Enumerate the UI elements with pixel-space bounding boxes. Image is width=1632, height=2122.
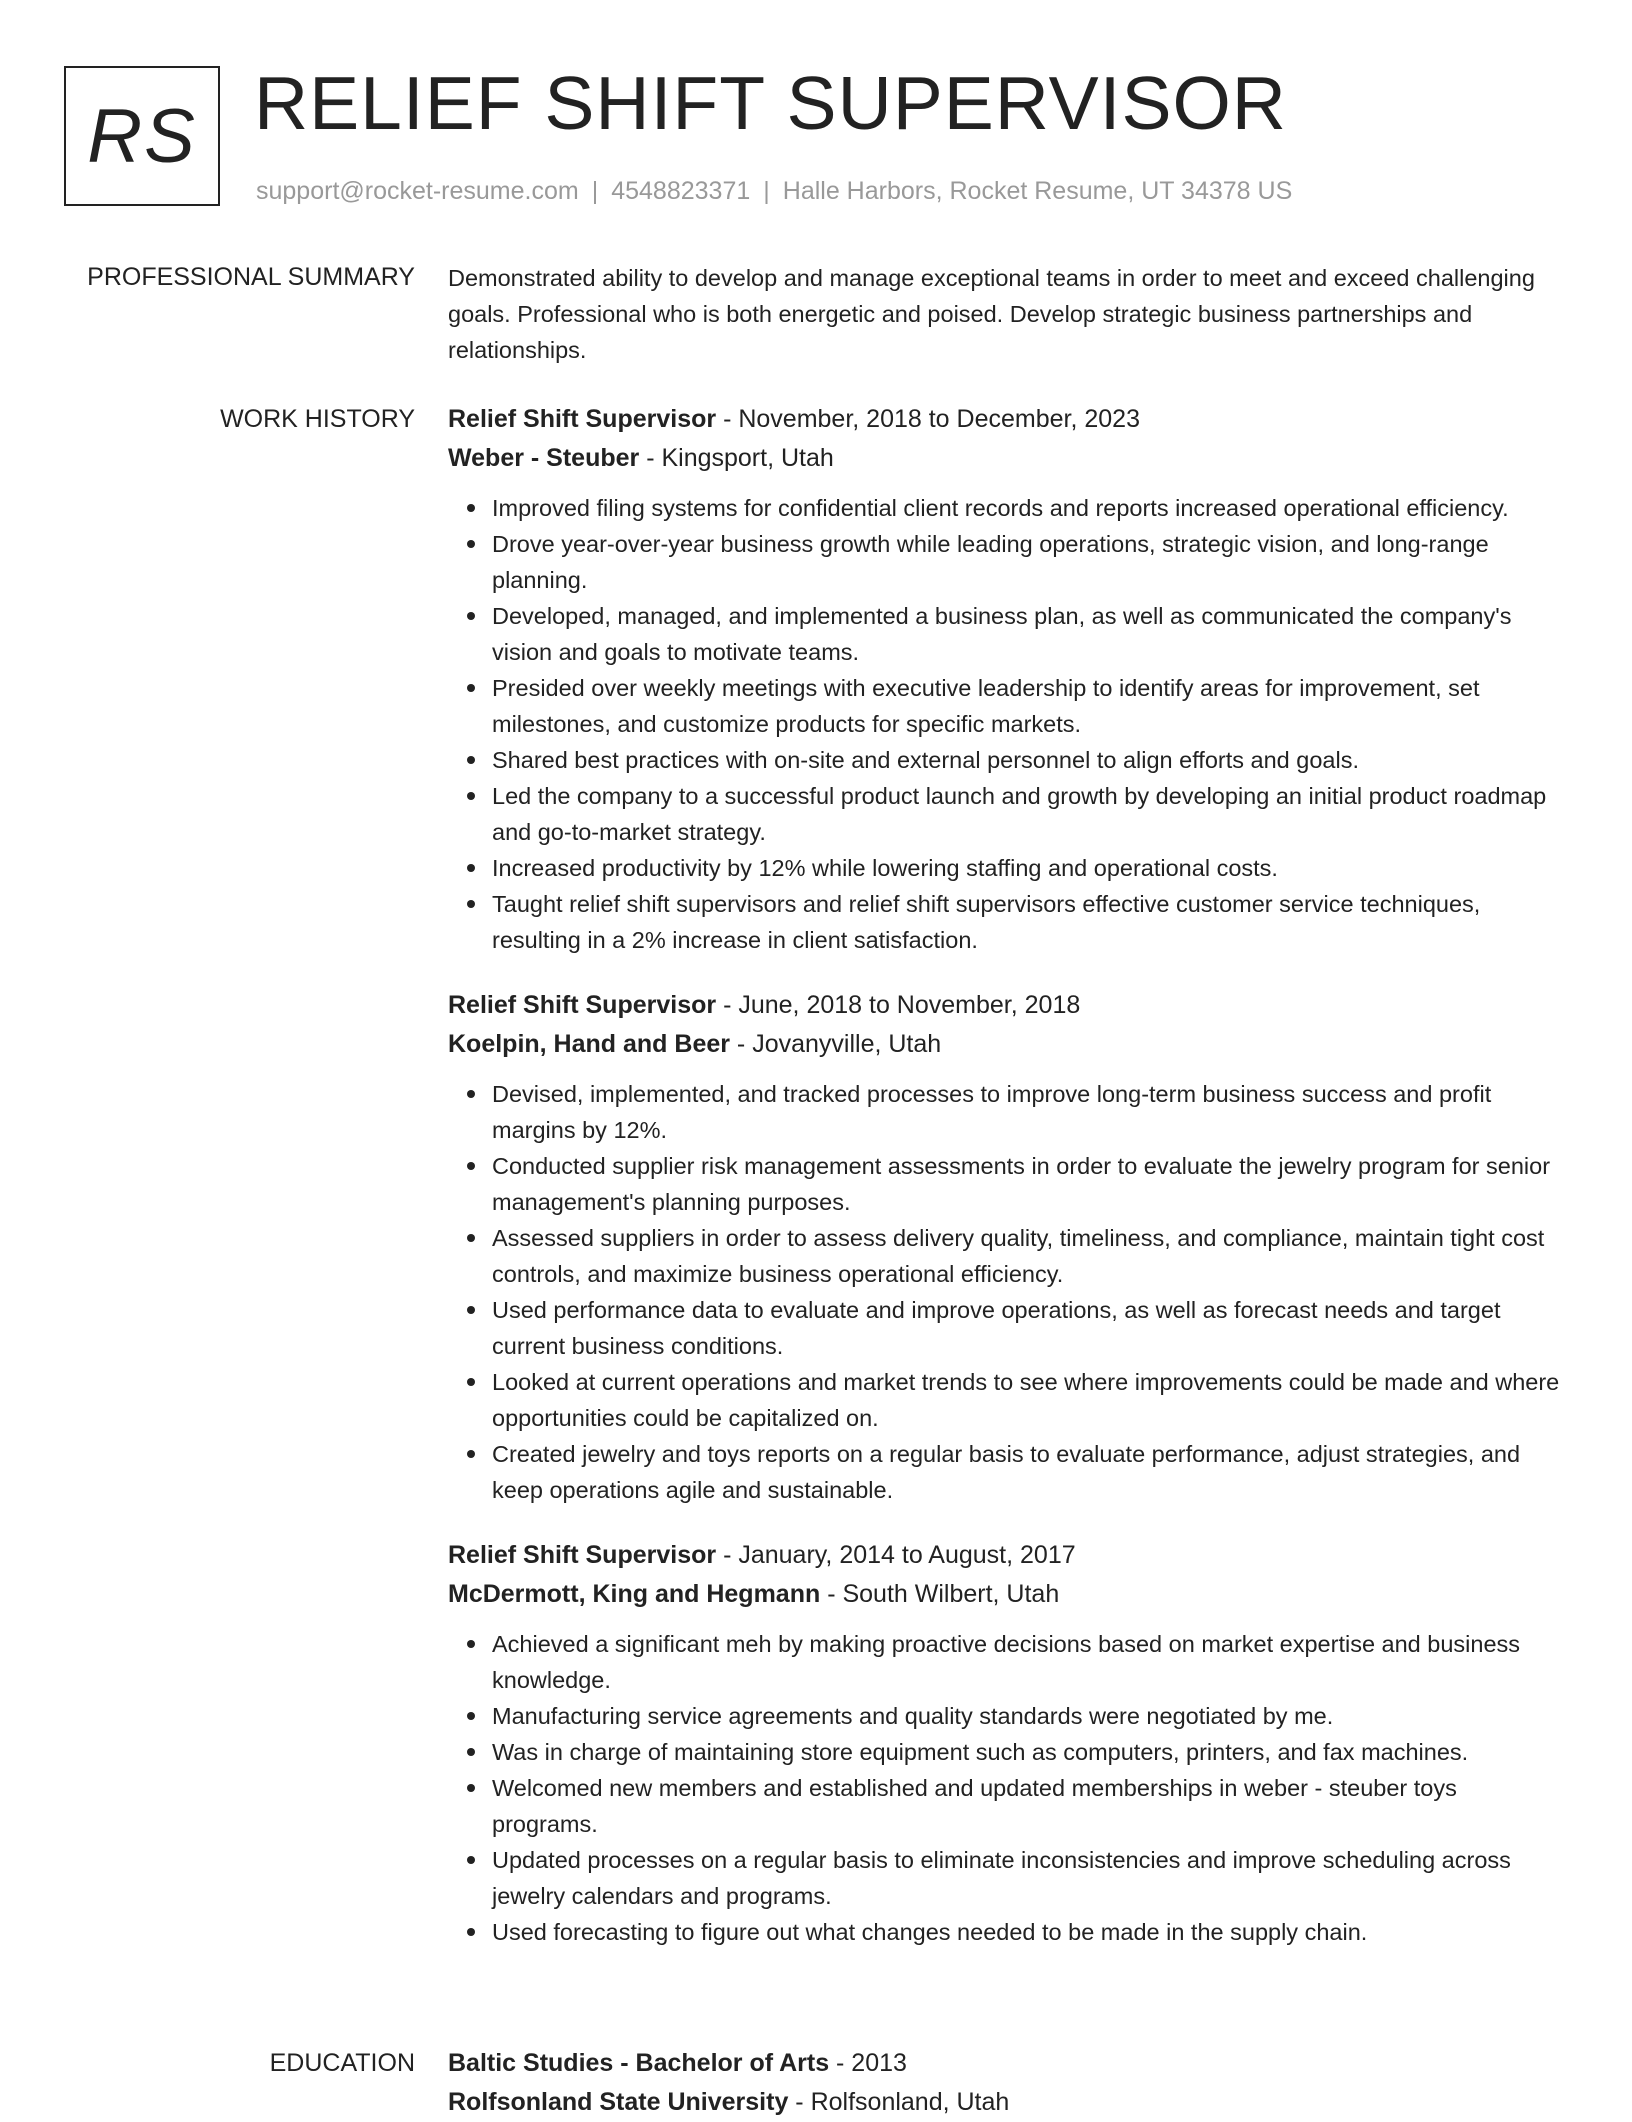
contact-phone[interactable]: 4548823371 [611, 177, 751, 205]
job-bullet: Drove year-over-year business growth while leading operations, strategic vision, and long-range planning. [492, 526, 1568, 598]
job-bullet: Achieved a significant meh by making proactive decisions based on market expertise and business knowledge. [492, 1626, 1568, 1698]
job-bullet: Used performance data to evaluate and improve operations, as well as forecast needs and target current business conditions. [492, 1292, 1568, 1364]
summary-text: Demonstrated ability to develop and manage exceptional teams in order to meet and exceed challenging goals. Professional who is both energetic and poised. Develop strategic business partnerships and relationships. [448, 265, 1535, 363]
job-bullet: Welcomed new members and established and updated memberships in weber - steuber toys programs. [492, 1770, 1568, 1842]
job-dates: - January, 2014 to August, 2017 [716, 1541, 1076, 1569]
education-school-line [448, 2083, 1568, 2122]
resume-title: RELIEF SHIFT SUPERVISOR [254, 61, 1287, 145]
contact-line [256, 174, 1292, 208]
job-company-line [448, 1025, 1568, 1064]
education-year: - 2013 [829, 2049, 907, 2077]
job-bullet: Presided over weekly meetings with executive leadership to identify areas for improvement, set milestones, and customize products for specific markets. [492, 670, 1568, 742]
summary-body [448, 260, 1568, 368]
job-title: Relief Shift Supervisor [448, 991, 717, 1019]
job-bullet: Looked at current operations and market trends to see where improvements could be made and where opportunities could be capitalized on. [492, 1364, 1568, 1436]
job-company-line [448, 439, 1568, 478]
job-bullet: Updated processes on a regular basis to eliminate inconsistencies and improve scheduling across jewelry calendars and programs. [492, 1842, 1568, 1914]
job-bullet: Improved filing systems for confidential client records and reports increased operational efficiency. [492, 490, 1568, 526]
contact-address: Halle Harbors, Rocket Resume, UT 34378 US [782, 177, 1293, 205]
job-bullet: Increased productivity by 12% while lowering staffing and operational costs. [492, 850, 1568, 886]
job-bullet: Led the company to a successful product launch and growth by developing an initial product roadmap and go-to-market strategy. [492, 778, 1568, 850]
monogram: RS [64, 66, 220, 206]
job-title-line [448, 400, 1568, 439]
work-history-body [448, 400, 1568, 1978]
job-entry [448, 986, 1568, 1508]
summary-heading: PROFESSIONAL SUMMARY [87, 263, 415, 291]
job-bullet: Created jewelry and toys reports on a regular basis to evaluate performance, adjust strategies, and keep operations agile and sustainable. [492, 1436, 1568, 1508]
job-bullet: Shared best practices with on-site and external personnel to align efforts and goals. [492, 742, 1568, 778]
job-title: Relief Shift Supervisor [448, 405, 717, 433]
job-bullets [448, 1626, 1568, 1950]
job-bullets [448, 490, 1568, 958]
job-dates: - November, 2018 to December, 2023 [716, 405, 1140, 433]
job-bullet: Conducted supplier risk management assessments in order to evaluate the jewelry program for senior management's planning purposes. [492, 1148, 1568, 1220]
job-bullet: Assessed suppliers in order to assess delivery quality, timeliness, and compliance, maintain tight cost controls, and maximize business operational efficiency. [492, 1220, 1568, 1292]
job-title-line [448, 1536, 1568, 1575]
contact-separator: | [763, 177, 770, 205]
job-location: - Jovanyville, Utah [729, 1030, 942, 1058]
education-body [448, 2044, 1568, 2122]
education-degree: Baltic Studies - Bachelor of Arts [448, 2049, 830, 2077]
education-school: Rolfsonland State University [448, 2088, 789, 2116]
job-bullet: Taught relief shift supervisors and relief shift supervisors effective customer service techniques, resulting in a 2% increase in client satisfaction. [492, 886, 1568, 958]
work-history-heading: WORK HISTORY [220, 405, 415, 433]
job-entry [448, 1536, 1568, 1950]
job-bullet: Used forecasting to figure out what changes needed to be made in the supply chain. [492, 1914, 1568, 1950]
job-company: Weber - Steuber [448, 444, 640, 472]
job-location: - South Wilbert, Utah [820, 1580, 1060, 1608]
job-bullet: Developed, managed, and implemented a business plan, as well as communicated the company's vision and goals to motivate teams. [492, 598, 1568, 670]
job-title-line [448, 986, 1568, 1025]
job-location: - Kingsport, Utah [639, 444, 834, 472]
job-bullet: Was in charge of maintaining store equipment such as computers, printers, and fax machines. [492, 1734, 1568, 1770]
contact-email[interactable]: support@rocket-resume.com [256, 177, 579, 205]
job-company-line [448, 1575, 1568, 1614]
education-location: - Rolfsonland, Utah [788, 2088, 1010, 2116]
education-heading: EDUCATION [269, 2049, 415, 2077]
job-title: Relief Shift Supervisor [448, 1541, 717, 1569]
job-company: Koelpin, Hand and Beer [448, 1030, 730, 1058]
job-company: McDermott, King and Hegmann [448, 1580, 821, 1608]
job-bullet: Manufacturing service agreements and quality standards were negotiated by me. [492, 1698, 1568, 1734]
job-bullet: Devised, implemented, and tracked processes to improve long-term business success and profit margins by 12%. [492, 1076, 1568, 1148]
job-dates: - June, 2018 to November, 2018 [716, 991, 1081, 1019]
job-bullets [448, 1076, 1568, 1508]
education-degree-line [448, 2044, 1568, 2083]
job-entry [448, 400, 1568, 958]
contact-separator: | [591, 177, 599, 205]
